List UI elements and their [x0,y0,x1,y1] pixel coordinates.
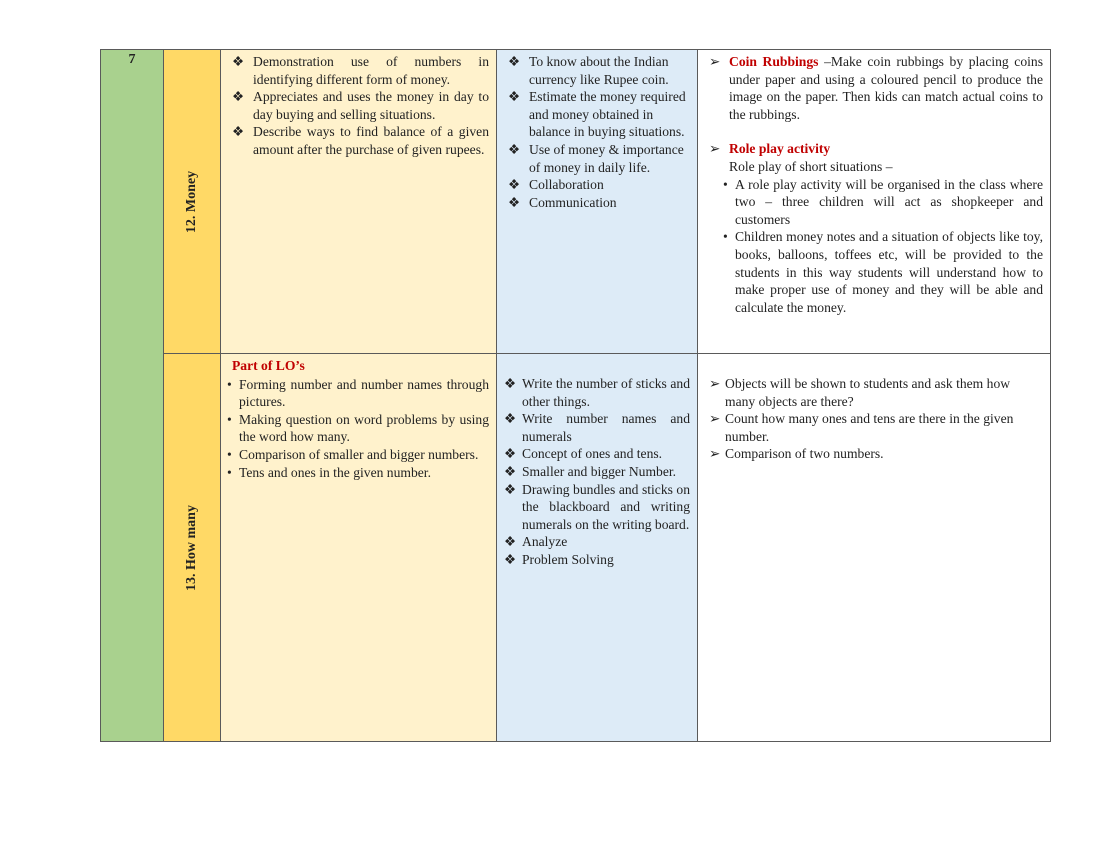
diamond-bullet-icon: ❖ [232,89,245,105]
unit-cell [101,50,164,742]
activity-title: Coin Rubbings [729,54,819,69]
arrow-bullet-icon: ➢ [709,411,721,427]
list-item: ❖ Write number names and numerals [504,411,690,444]
diamond-bullet-icon: ❖ [504,411,517,427]
list-item: ❖ Communication [504,194,690,212]
diamond-bullet-icon: ❖ [504,534,517,550]
diamond-bullet-icon: ❖ [508,54,521,69]
bullet-icon: • [227,446,232,462]
table-row-money [101,50,1051,354]
diamond-bullet-icon: ❖ [508,194,521,210]
lesson-plan-table [100,49,1051,742]
diamond-bullet-icon: ❖ [508,177,521,193]
activities-cell [698,354,1051,742]
activity-role-play [705,140,1043,158]
learning-outcomes-cell [221,354,497,742]
role-play-intro: Role play of short situations – [729,158,893,174]
list-item: ➢ Count how many ones and tens are there in the given number. [705,410,1043,445]
skills-cell [497,50,698,354]
diamond-bullet-icon: ❖ [504,446,517,462]
list-item: • A role play activity will be organised in the class where two – three children will act as shopkeeper and customers [723,176,1043,227]
list-item: • Children money notes and a situation of objects like toy, books, balloons, toffees etc, will be provided to the students in this way students will understand how to make proper use of money and they will be able and calculate the money. [723,229,1043,315]
skills-cell [497,354,698,742]
list-item: ❖ Write the number of sticks and other things. [504,376,690,409]
list-item: • Forming number and number names through pictures. [227,376,489,410]
diamond-bullet-icon: ❖ [232,54,245,69]
list-item: ➢ Objects will be shown to students and ask them how many objects are there? [705,375,1043,410]
activity-coin-rubbings: ➢ Coin Rubbings –Make coin rubbings by placing coins under paper and using a coloured pencil to produce the image on the paper. Then kids can match actual coins to the rubbings. [705,53,1043,123]
list-item: ❖ Estimate the money required and money obtained in balance in buying situations. [504,88,690,141]
list-item: ❖ Use of money & importance of money in daily life. [504,141,690,176]
list-item: ❖ To know about the Indian currency like Rupee coin. [504,53,690,88]
list-item: ❖ Appreciates and uses the money in day to day buying and selling situations. [228,88,489,123]
list-item: ➢ Comparison of two numbers. [705,445,1043,463]
lo-heading: Part of LO’s [232,358,305,373]
diamond-bullet-icon: ❖ [508,141,521,157]
learning-outcomes-cell [221,50,497,354]
unit-number: 7 [128,52,136,67]
diamond-bullet-icon: ❖ [504,551,517,567]
list-item: • Tens and ones in the given number. [227,464,431,480]
arrow-bullet-icon: ➢ [709,376,721,391]
bullet-icon: • [227,464,232,480]
diamond-bullet-icon: ❖ [504,376,517,391]
bullet-icon: • [723,176,728,192]
arrow-bullet-icon: ➢ [709,141,721,157]
diamond-bullet-icon: ❖ [232,124,245,140]
table-row-how-many [101,354,1051,742]
activity-title: Role play activity [729,141,831,157]
topic-cell-how-many [164,354,221,742]
list-item: ❖ Concept of ones and tens. [504,446,663,462]
bullet-icon: • [227,376,232,392]
list-item: ❖ Describe ways to find balance of a given amount after the purchase of given rupees. [228,123,489,158]
list-item: ❖ Smaller and bigger Number. [504,463,677,479]
activities-cell [698,50,1051,354]
list-item: ❖ Problem Solving [504,551,614,567]
list-item: ❖ Collaboration [504,176,690,194]
bullet-icon: • [723,229,728,245]
list-item: ❖ Drawing bundles and sticks on the blackboard and writing numerals on the writing board. [504,481,690,532]
list-item: ❖ Demonstration use of numbers in identifying different form of money. [228,53,489,88]
list-item: • Making question on word problems by using the word how many. [227,411,489,445]
topic-cell-money [164,50,221,354]
arrow-bullet-icon: ➢ [709,446,721,462]
arrow-bullet-icon: ➢ [709,54,721,69]
topic-title: 13. How many [184,504,200,591]
diamond-bullet-icon: ❖ [504,463,517,479]
bullet-icon: • [227,411,232,427]
list-item: ❖ Analyze [504,534,568,550]
diamond-bullet-icon: ❖ [504,481,517,497]
list-item: • Comparison of smaller and bigger numbers. [227,446,479,462]
diamond-bullet-icon: ❖ [508,89,521,105]
topic-title: 12. Money [184,170,200,233]
